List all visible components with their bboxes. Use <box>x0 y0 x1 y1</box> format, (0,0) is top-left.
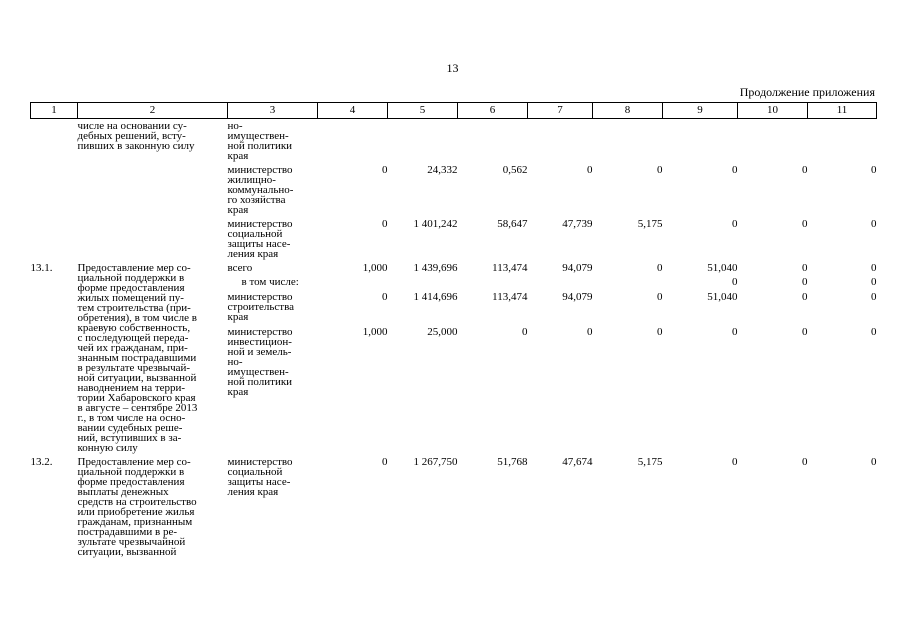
value-cell <box>458 119 528 162</box>
value-cell: 1 439,696 <box>413 262 458 274</box>
col-header: 7 <box>528 103 593 119</box>
value-cell: 0 <box>522 326 528 338</box>
col-header: 3 <box>228 103 318 119</box>
value-cell: 0 <box>382 290 388 303</box>
value-cell: 51,040 <box>707 290 738 303</box>
col-header: 4 <box>318 103 388 119</box>
value-cell: 47,674 <box>562 456 593 468</box>
value-cell: 0 <box>732 276 738 289</box>
value-cell: 0 <box>802 276 808 289</box>
value-cell: 0 <box>871 290 877 303</box>
executor: в том числе: <box>241 276 299 289</box>
table-row <box>31 453 877 557</box>
value-cell: 0 <box>657 262 663 274</box>
measure-description: числе на основании су- дебных решений, всту- пивших в законную силу <box>77 120 195 152</box>
value-cell: 113,474 <box>492 262 528 274</box>
table-row <box>31 215 877 259</box>
value-cell: 1 414,696 <box>413 290 458 303</box>
col-header: 6 <box>458 103 528 119</box>
value-cell: 0 <box>871 164 877 176</box>
value-cell: 0 <box>871 262 877 274</box>
col-header: 10 <box>738 103 808 119</box>
value-cell: 58,647 <box>497 218 528 230</box>
col-header: 5 <box>388 103 458 119</box>
measure-description <box>78 161 228 215</box>
value-cell: 5,175 <box>637 456 663 468</box>
value-cell: 0 <box>587 326 593 338</box>
value-cell: 1,000 <box>362 326 388 338</box>
executor: министерство инвестицион- ной и земель- но- имуществен- ной политики края <box>227 326 293 398</box>
row-number <box>31 215 78 259</box>
value-cell: 0 <box>732 218 738 230</box>
value-cell: 0 <box>871 326 877 338</box>
value-cell: 25,000 <box>427 326 458 338</box>
col-header: 2 <box>78 103 228 119</box>
value-cell: 0 <box>382 164 388 176</box>
value-cell: 47,739 <box>562 218 593 230</box>
executor: министерство социальной защиты насе- ления края <box>227 218 293 260</box>
value-cell: 0 <box>657 164 663 176</box>
value-cell: 0 <box>871 276 877 289</box>
executor: министерство строительства края <box>227 290 295 323</box>
col-header: 8 <box>593 103 663 119</box>
value-cell: 0 <box>382 218 388 230</box>
table-row <box>31 161 877 215</box>
value-cell: 0 <box>802 290 808 303</box>
value-cell: 0,562 <box>502 164 528 176</box>
value-cell: 5,175 <box>637 218 663 230</box>
value-cell: 1,000 <box>362 262 388 274</box>
col-header: 9 <box>663 103 738 119</box>
value-cell: 24,332 <box>427 164 458 176</box>
value-cell: 94,079 <box>562 262 593 274</box>
value-cell: 94,079 <box>562 290 593 303</box>
page-number: 13 <box>446 61 459 75</box>
continuation-label: Продолжение приложения <box>739 85 875 99</box>
value-cell: 51,768 <box>497 456 528 468</box>
value-cell: 0 <box>802 218 808 230</box>
col-header: 1 <box>31 103 78 119</box>
value-cell <box>808 119 877 162</box>
col-header: 11 <box>808 103 877 119</box>
header-row <box>31 103 877 119</box>
value-cell <box>318 273 388 287</box>
value-cell: 0 <box>657 290 663 303</box>
value-cell: 0 <box>802 262 808 274</box>
measure-description: Предоставление мер со- циальной поддержки в форме предоставления выплаты денежных средств на строительство или приобретение жилья гражданам, признанным пострадавшими в ре- зультате чрезвычайной ситуации, вызванной <box>77 456 197 558</box>
value-cell <box>738 119 808 162</box>
data-table <box>30 102 877 557</box>
value-cell: 0 <box>587 164 593 176</box>
row-number: 13.2. <box>30 456 53 468</box>
table-row <box>31 119 877 162</box>
value-cell: 1 401,242 <box>413 218 458 230</box>
value-cell: 113,474 <box>492 290 528 303</box>
executor: министерство социальной защиты насе- ления края <box>227 456 293 498</box>
executor: но- имуществен- ной политики края <box>227 120 293 162</box>
value-cell: 0 <box>657 326 663 338</box>
value-cell: 0 <box>802 164 808 176</box>
row-number <box>31 161 78 215</box>
value-cell: 0 <box>382 456 388 468</box>
value-cell <box>458 273 528 287</box>
value-cell: 1 267,750 <box>413 456 458 468</box>
value-cell: 0 <box>732 456 738 468</box>
value-cell <box>593 119 663 162</box>
value-cell: 0 <box>802 456 808 468</box>
executor: министерство жилищно- коммунально- го хозяйства края <box>227 164 294 216</box>
measure-description <box>78 215 228 259</box>
value-cell <box>528 273 593 287</box>
value-cell <box>593 273 663 287</box>
value-cell <box>388 273 458 287</box>
value-cell: 0 <box>732 164 738 176</box>
executor: всего <box>227 262 253 274</box>
value-cell: 0 <box>871 218 877 230</box>
value-cell <box>663 119 738 162</box>
row-number <box>31 119 78 162</box>
value-cell <box>528 119 593 162</box>
value-cell: 0 <box>732 326 738 338</box>
value-cell <box>318 119 388 162</box>
value-cell: 0 <box>802 326 808 338</box>
table-row <box>31 259 877 273</box>
value-cell <box>388 119 458 162</box>
measure-description: Предоставление мер со- циальной поддержки в форме предоставления жилых помещений пу- тем строительства (при- обретения), в том числе в краевую собственность, с последующей переда- чей их гражданам, при- знанным пострадавшими в результате чрезвычай- ной ситуации, вызванной наводнением на терри- тории Хабаровского края в августе – сентябре 2013 г., в том числе на осно- вании судебных реше- ний, вступивших в за- конную силу <box>77 262 198 454</box>
row-number: 13.1. <box>30 262 53 274</box>
value-cell: 0 <box>871 456 877 468</box>
value-cell: 51,040 <box>707 262 738 274</box>
